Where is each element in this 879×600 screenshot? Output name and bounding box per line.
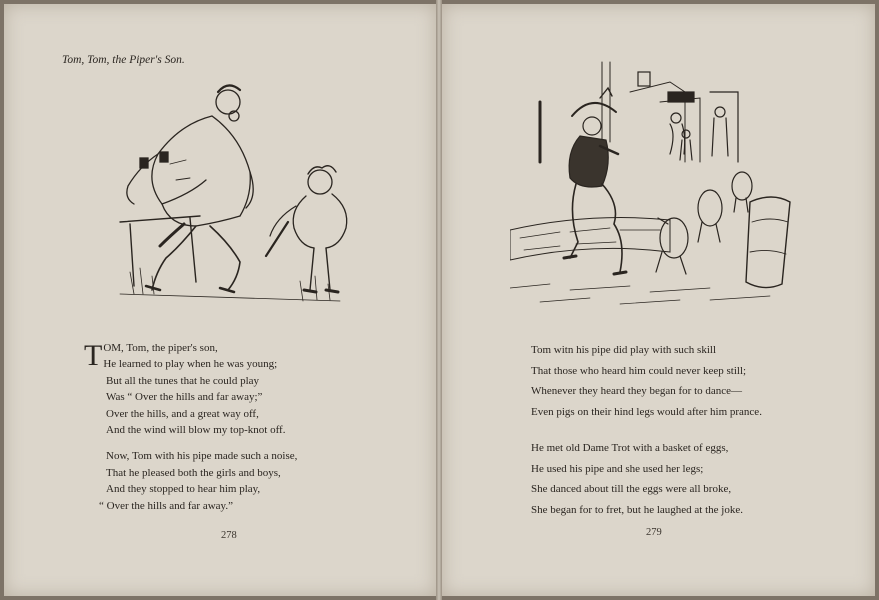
- poem-left-stanza-1: [84, 340, 297, 438]
- poem-line: Over the hills, and a great way off,: [106, 407, 259, 420]
- illustration-tom-and-piper-drawing: [100, 76, 360, 338]
- poem-line: Whenever they heard they began for to dance—: [531, 385, 743, 397]
- poem-line: Now, Tom with his pipe made such a noise,: [106, 450, 298, 463]
- poem-left: [84, 340, 297, 524]
- poem-line: That he pleased both the girls and boys,: [106, 466, 281, 479]
- poem-left-opening: [84, 340, 297, 373]
- poem-line: He learned to play when he was young;: [103, 358, 278, 371]
- poem-line: He used his pipe and she used her legs;: [531, 462, 704, 475]
- poem-line: But all the tunes that he could play: [106, 374, 260, 387]
- illustration-tom-piping-village-drawing: [510, 52, 800, 314]
- poem-right-stanza-2: [531, 438, 762, 520]
- poem-line: And they stopped to hear him play,: [106, 483, 261, 496]
- poem-line: She danced about till the eggs were all broke,: [531, 483, 732, 495]
- poem-left-stanza-2: [84, 448, 297, 514]
- poem-line: And the wind will blow my top-knot off.: [106, 424, 286, 437]
- poem-line: Was “ Over the hills and far away;”: [106, 391, 263, 404]
- illustration-tom-and-piper: [100, 76, 360, 338]
- running-head: Tom, Tom, the Piper's Son.: [62, 54, 185, 66]
- poem-right: [531, 340, 762, 536]
- drop-cap: T: [84, 339, 103, 372]
- poem-line: OM, Tom, the piper's son,: [103, 342, 218, 354]
- poem-line: She began for to fret, but he laughed at the joke.: [531, 503, 743, 516]
- illustration-tom-piping-village: [510, 52, 800, 314]
- poem-line: He met old Dame Trot with a basket of eggs,: [531, 442, 729, 454]
- poem-line: Tom witn his pipe did play with such skill: [531, 344, 717, 356]
- right-page: [442, 4, 875, 596]
- poem-line: That those who heard him could never keep still;: [531, 364, 747, 377]
- page-number-left: 278: [221, 530, 237, 541]
- poem-line: “ Over the hills and far away.”: [99, 499, 233, 512]
- poem-line: Even pigs on their hind legs would after him prance.: [531, 405, 762, 418]
- left-page: [4, 4, 436, 596]
- poem-right-stanza-1: [531, 340, 762, 422]
- page-number-right: 279: [646, 527, 662, 538]
